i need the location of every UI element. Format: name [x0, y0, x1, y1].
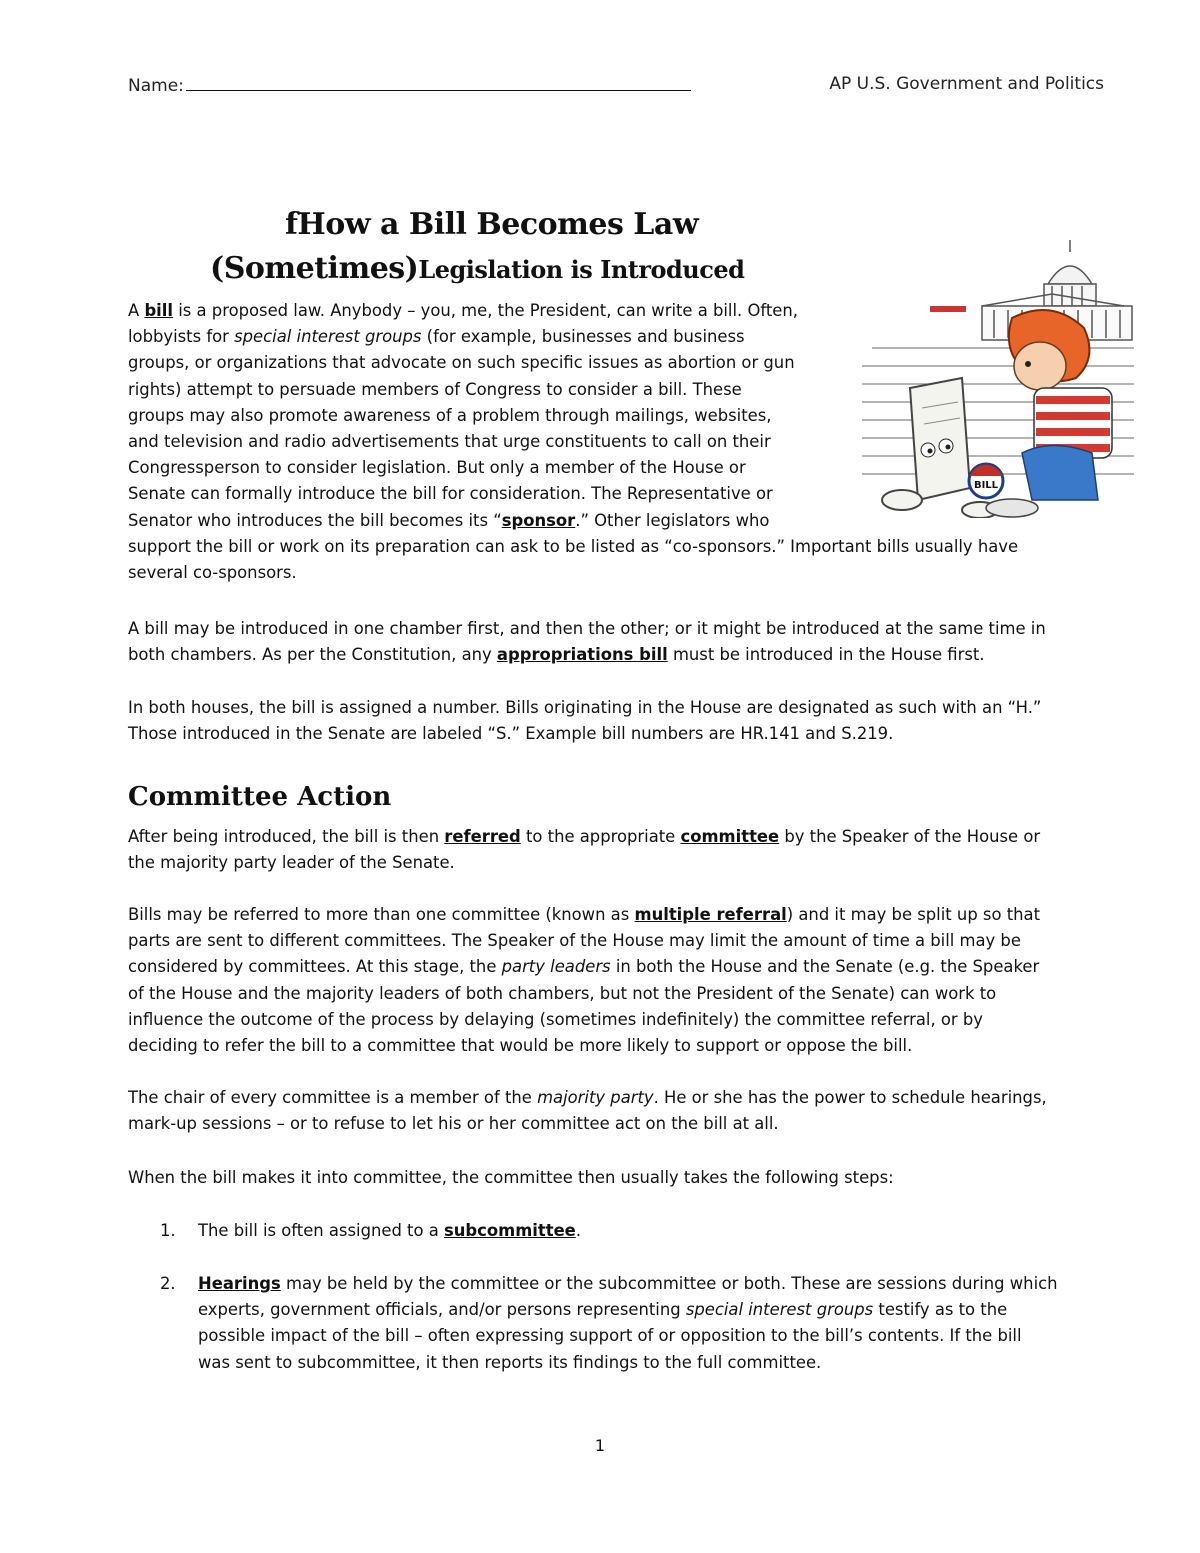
term-majority-party: majority party [537, 1088, 654, 1107]
multiple-referral-line-6: deciding to refer the bill to a committee that would be more likely to support or oppose the bill. [128, 1036, 913, 1056]
multiple-referral-line-4: of the House and the majority leaders of both chambers, but not the President of the Senate) can work to [128, 983, 997, 1003]
committee-chair-line-2: mark-up sessions – or to refuse to let his or her committee act on the bill at all. [128, 1114, 779, 1134]
intro-line-9: Senator who introduces the bill becomes its “sponsor.” Other legislators who [128, 510, 770, 530]
chamber-paragraph [128, 616, 1103, 668]
intro-line-7: Congressperson to consider legislation. But only a member of the House or [128, 458, 746, 478]
hearings-line-3: possible impact of the bill – often expressing support of or opposition to the bill’s contents. If the bill [198, 1326, 1022, 1346]
name-field-label [128, 74, 691, 96]
term-special-interest-groups-2: special interest groups [685, 1300, 874, 1320]
subtitle-part2: Legislation is Introduced [418, 255, 745, 284]
intro-paragraph [128, 298, 1103, 586]
numbering-line-2: Those introduced in the Senate are labeled “S.” Example bill numbers are HR.141 and S.219. [128, 724, 894, 744]
term-hearings: Hearings [198, 1274, 281, 1293]
multiple-referral-paragraph [128, 902, 1103, 1059]
section-heading-committee-action: Committee Action [128, 782, 392, 812]
numbering-paragraph [128, 695, 1103, 747]
intro-line-3: groups, or organizations that advocate on such specific issues as abortion or gun [128, 353, 795, 373]
intro-line-6: and television and radio advertisements that urge constituents to call on their [128, 432, 771, 452]
course-title: AP U.S. Government and Politics [829, 74, 1104, 94]
name-blank-line [186, 74, 691, 91]
multiple-referral-line-3: considered by committees. At this stage, the party leaders in both the House and the Senate (e.g. the Speaker [128, 957, 1040, 977]
chamber-line-1: A bill may be introduced in one chamber first, and then the other; or it might be introduced at the same time in [128, 619, 1046, 638]
list-item-text: The bill is often assigned to a subcommittee. [198, 1221, 582, 1240]
steps-intro-line: When the bill makes it into committee, the committee then usually takes the following steps: [128, 1168, 894, 1187]
bill-badge-text: BILL [973, 480, 999, 491]
term-party-leaders: party leaders [501, 957, 611, 977]
intro-line-4: rights) attempt to persuade members of Congress to consider a bill. These [128, 379, 742, 399]
intro-line-8: Senate can formally introduce the bill for consideration. The Representative or [128, 484, 773, 504]
multiple-referral-line-1: Bills may be referred to more than one committee (known as multiple referral) and it may be split up so that [128, 905, 1040, 924]
referral-line-2: the majority party leader of the Senate. [128, 853, 455, 873]
term-appropriations-bill: appropriations bill [496, 645, 668, 665]
page-subtitle [210, 251, 744, 286]
multiple-referral-line-2: parts are sent to different committees. The Speaker of the House may limit the amount of time a bill may be [128, 931, 1021, 951]
term-multiple-referral: multiple referral [634, 905, 787, 924]
hearings-line-2: experts, government officials, and/or persons representing special interest groups testify as to the [198, 1300, 1008, 1320]
referral-paragraph [128, 824, 1103, 876]
term-committee: committee [680, 827, 780, 846]
page-title: fHow a Bill Becomes Law [285, 207, 699, 242]
multiple-referral-line-5: influence the outcome of the process by delaying (sometimes indefinitely) the committee referral, or by [128, 1009, 983, 1029]
term-referred: referred [444, 827, 521, 846]
term-subcommittee: subcommittee [443, 1221, 576, 1240]
term-special-interest-groups: special interest groups [234, 327, 422, 347]
intro-line-10: support the bill or work on its preparation can ask to be listed as “co-sponsors.” Important bills usually have [128, 536, 1019, 556]
list-item-number: 1. [160, 1221, 176, 1240]
list-item [128, 1218, 1103, 1245]
list-item [128, 1271, 1103, 1377]
list-item-number: 2. [160, 1274, 176, 1293]
committee-chair-paragraph [128, 1085, 1103, 1137]
intro-line-1: A bill is a proposed law. Anybody – you, me, the President, can write a bill. Often, [128, 301, 798, 320]
steps-intro-paragraph [128, 1165, 1103, 1191]
page-number: 1 [594, 1436, 606, 1455]
term-sponsor: sponsor [501, 510, 576, 530]
hearings-line-1: Hearings may be held by the committee or the subcommittee or both. These are sessions during which [198, 1274, 1058, 1293]
list-item-text [198, 1271, 1103, 1376]
chamber-line-2: both chambers. As per the Constitution, any appropriations bill must be introduced in the House first. [128, 645, 985, 665]
subtitle-part1: (Sometimes) [210, 251, 419, 286]
intro-line-2: lobbyists for special interest groups (for example, businesses and business [128, 327, 745, 347]
numbering-line-1: In both houses, the bill is assigned a number. Bills originating in the House are designated as such with an “H.” [128, 698, 1042, 717]
intro-line-11: several co-sponsors. [128, 563, 297, 583]
referral-line-1: After being introduced, the bill is then referred to the appropriate committee by the Speaker of the House or [128, 827, 1041, 846]
name-label: Name: [128, 76, 184, 96]
hearings-line-4: was sent to subcommittee, it then reports its findings to the full committee. [198, 1352, 822, 1372]
term-bill: bill [144, 301, 174, 320]
committee-chair-line-1: The chair of every committee is a member of the majority party. He or she has the power to schedule hearings, [128, 1088, 1047, 1107]
intro-line-5: groups may also promote awareness of a problem through mailings, websites, [128, 405, 772, 425]
